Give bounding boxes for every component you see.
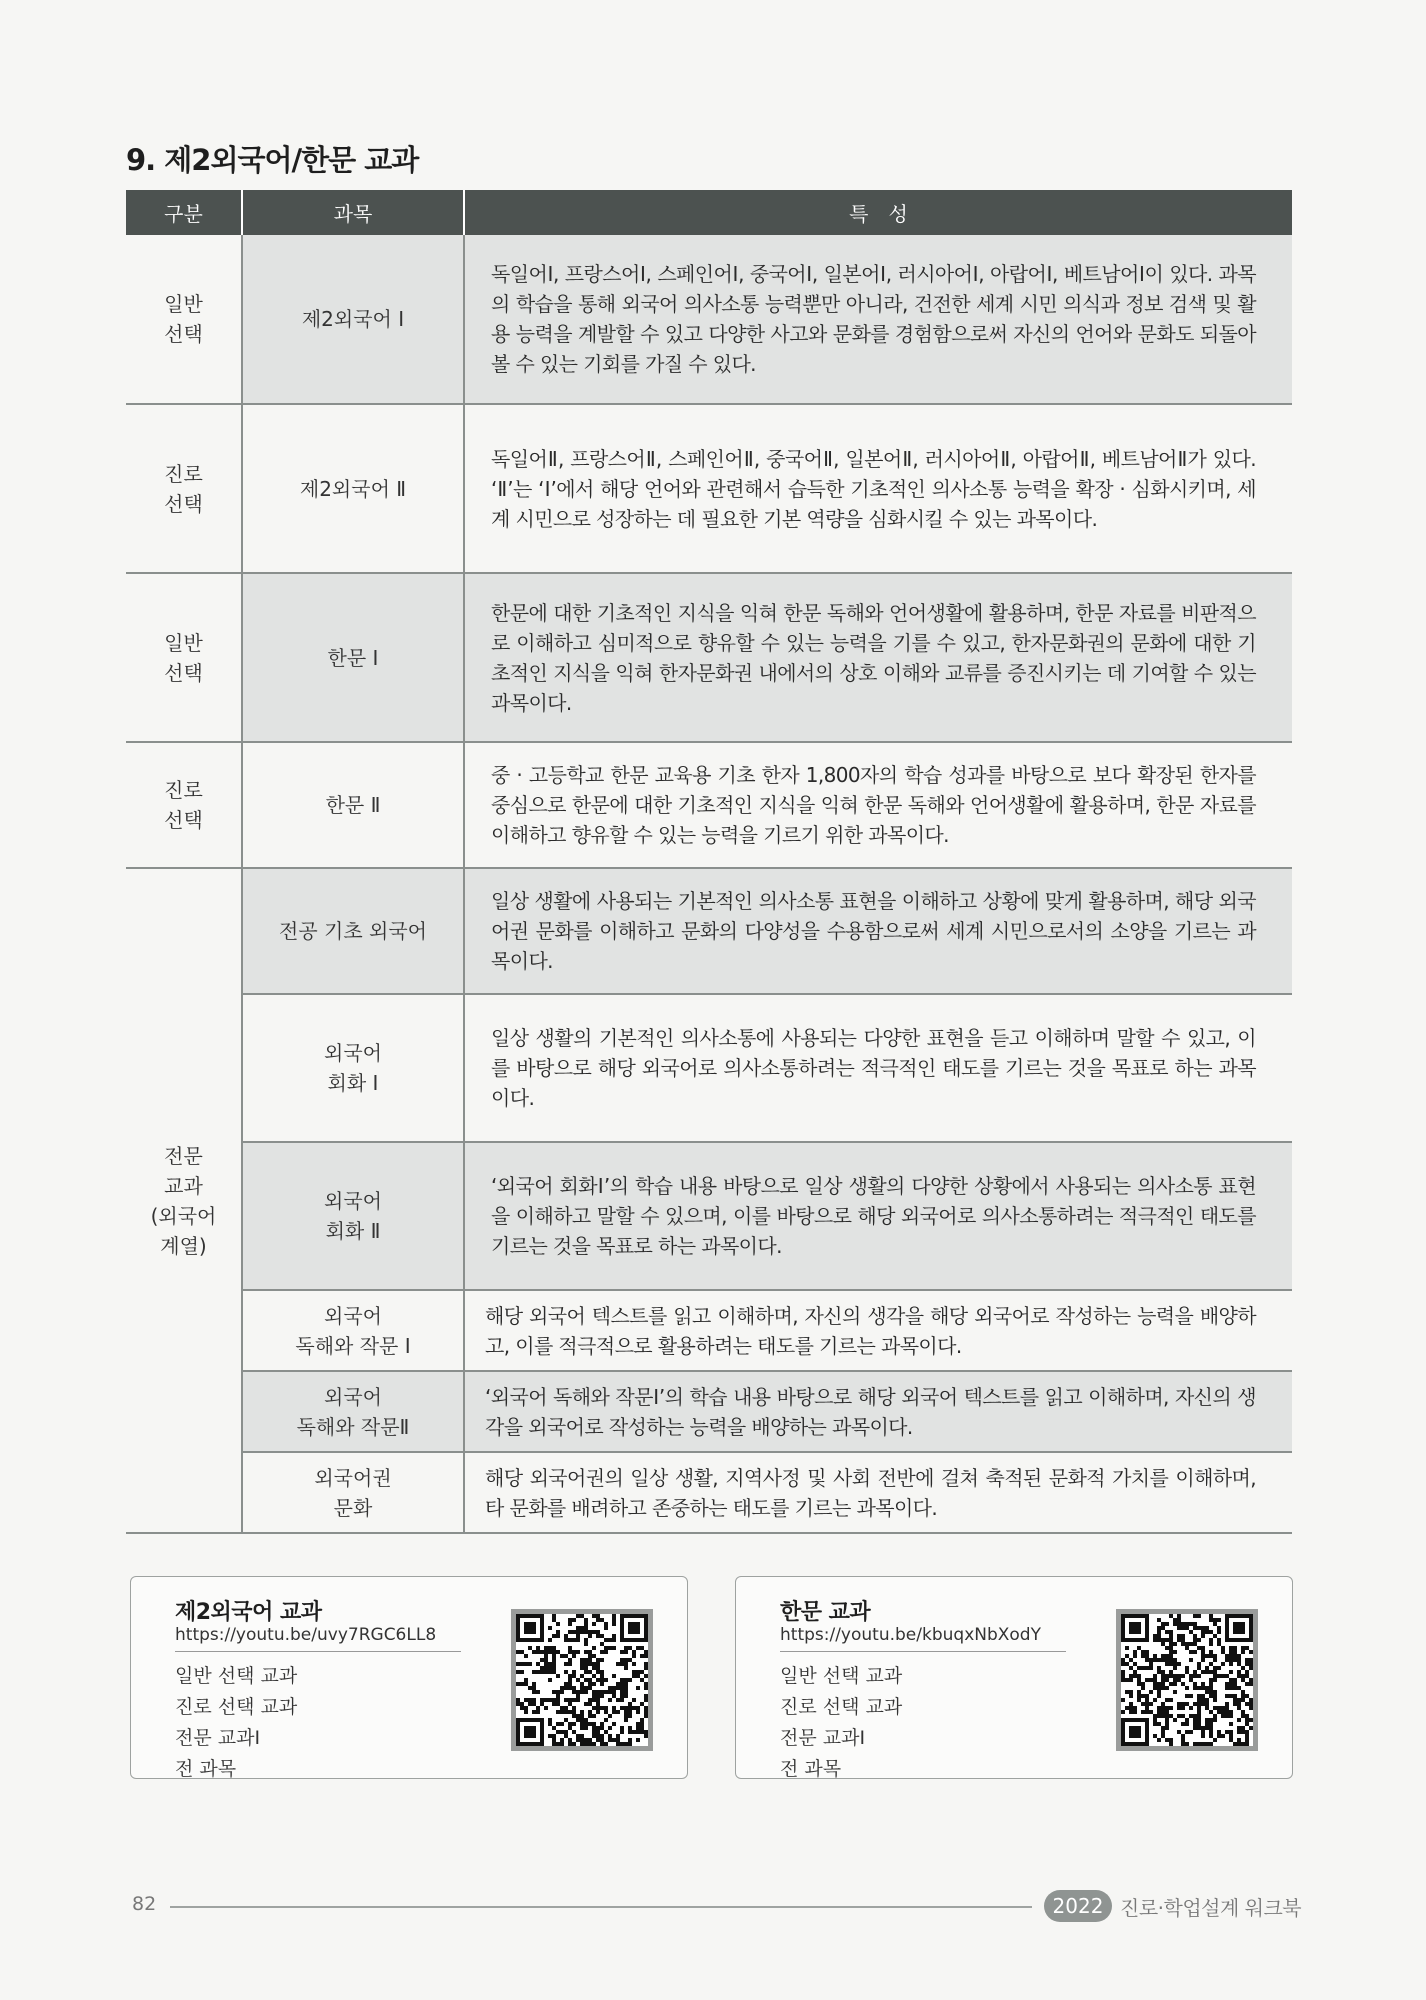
box-list <box>175 1661 297 1785</box>
table-row <box>126 1371 1292 1452</box>
table-row <box>126 235 1292 404</box>
header-category: 구분 <box>126 190 242 235</box>
divider <box>780 1651 1066 1652</box>
row-description: ‘외국어 회화Ⅰ’의 학습 내용 바탕으로 일상 생활의 다양한 상황에서 사용되는 의사소통 표현을 이해하고 말할 수 있으며, 이를 바탕으로 해당 외국어로 의사소통하려는 적극적인 태도를 기르는 것을 목표로 하는 과목이다. <box>464 1142 1292 1290</box>
row-description: 일상 생활의 기본적인 의사소통에 사용되는 다양한 표현을 듣고 이해하며 말할 수 있고, 이를 바탕으로 해당 외국어로 의사소통하려는 적극적인 태도를 기르는 것을 목표로 하는 과목이다. <box>464 994 1292 1142</box>
list-item: 전문 교과Ⅰ <box>780 1727 866 1749</box>
footer-year-badge: 2022 <box>1044 1890 1112 1922</box>
row-subject: 외국어 회화 Ⅱ <box>242 1142 464 1290</box>
footer-title: 진로·학업설계 워크북 <box>1120 1896 1302 1920</box>
course-table <box>126 190 1292 1534</box>
list-item: 전 과목 <box>175 1758 237 1780</box>
row-category: 진로 선택 <box>126 404 242 573</box>
table-row <box>126 1452 1292 1533</box>
row-description: 독일어Ⅰ, 프랑스어Ⅰ, 스페인어Ⅰ, 중국어Ⅰ, 일본어Ⅰ, 러시아어Ⅰ, 아랍어Ⅰ, 베트남어Ⅰ이 있다. 과목의 학습을 통해 외국어 의사소통 능력뿐만 아니라, 건전한 세계 시민 의식과 정보 검색 및 활용 능력을 계발할 수 있고 다양한 사고와 문화를 경험함으로써 자신의 언어와 문화도 되돌아볼 수 있는 기회를 가질 수 있다. <box>464 235 1292 404</box>
row-description: 해당 외국어권의 일상 생활, 지역사정 및 사회 전반에 걸쳐 축적된 문화적 가치를 이해하며, 타 문화를 배려하고 존중하는 태도를 기르는 과목이다. <box>464 1452 1292 1533</box>
row-subject: 외국어 회화 Ⅰ <box>242 994 464 1142</box>
row-subject: 외국어 독해와 작문 Ⅰ <box>242 1290 464 1371</box>
row-category: 진로 선택 <box>126 742 242 868</box>
row-category: 전문 교과 (외국어 계열) <box>126 868 242 1533</box>
list-item: 진로 선택 교과 <box>780 1696 903 1718</box>
footer-divider <box>170 1906 1032 1908</box>
row-description: 한문에 대한 기초적인 지식을 익혀 한문 독해와 언어생활에 활용하며, 한문 자료를 비판적으로 이해하고 심미적으로 향유할 수 있는 능력을 기를 수 있고, 한자문화권의 문화에 대한 기초적인 지식을 익혀 한자문화권 내에서의 상호 이해와 교류를 증진시키는 데 기여할 수 있는 과목이다. <box>464 573 1292 742</box>
box-title: 한문 교과 <box>780 1600 871 1625</box>
list-item: 일반 선택 교과 <box>780 1665 903 1687</box>
link-box-second-language <box>130 1576 688 1779</box>
row-subject: 외국어 독해와 작문Ⅱ <box>242 1371 464 1452</box>
list-item: 일반 선택 교과 <box>175 1665 298 1687</box>
table-row <box>126 994 1292 1142</box>
row-description: 독일어Ⅱ, 프랑스어Ⅱ, 스페인어Ⅱ, 중국어Ⅱ, 일본어Ⅱ, 러시아어Ⅱ, 아랍어Ⅱ, 베트남어Ⅱ가 있다. ‘Ⅱ’는 ‘Ⅰ’에서 해당 언어와 관련해서 습득한 기초적인 의사소통 능력을 확장 · 심화시키며, 세계 시민으로 성장하는 데 필요한 기본 역량을 심화시킬 수 있는 과목이다. <box>464 404 1292 573</box>
row-subject: 외국어권 문화 <box>242 1452 464 1533</box>
qr-code-icon[interactable] <box>511 1609 653 1751</box>
row-subject: 제2외국어 Ⅰ <box>242 235 464 404</box>
divider <box>175 1651 461 1652</box>
qr-code-graphic <box>516 1614 648 1746</box>
row-category: 일반 선택 <box>126 573 242 742</box>
box-title: 제2외국어 교과 <box>175 1600 322 1625</box>
video-link[interactable]: https://youtu.be/uvy7RGC6LL8 <box>175 1625 437 1645</box>
row-description: 해당 외국어 텍스트를 읽고 이해하며, 자신의 생각을 해당 외국어로 작성하는 능력을 배양하고, 이를 적극적으로 활용하려는 태도를 기르는 과목이다. <box>464 1290 1292 1371</box>
list-item: 전 과목 <box>780 1758 842 1780</box>
qr-code-icon[interactable] <box>1116 1609 1258 1751</box>
row-description: 일상 생활에 사용되는 기본적인 의사소통 표현을 이해하고 상황에 맞게 활용하며, 해당 외국어권 문화를 이해하고 문화의 다양성을 수용함으로써 세계 시민으로서의 소양을 기르는 과목이다. <box>464 868 1292 994</box>
table-row <box>126 573 1292 742</box>
link-box-hanmun <box>735 1576 1293 1779</box>
header-description: 특 성 <box>464 190 1292 235</box>
row-category: 일반 선택 <box>126 235 242 404</box>
list-item: 전문 교과Ⅰ <box>175 1727 261 1749</box>
header-subject: 과목 <box>242 190 464 235</box>
video-link[interactable]: https://youtu.be/kbuqxNbXodY <box>780 1625 1041 1645</box>
table-row <box>126 742 1292 868</box>
page-title: 9. 제2외국어/한문 교과 <box>126 143 419 177</box>
row-subject: 전공 기초 외국어 <box>242 868 464 994</box>
row-subject: 제2외국어 Ⅱ <box>242 404 464 573</box>
row-subject: 한문 Ⅱ <box>242 742 464 868</box>
list-item: 진로 선택 교과 <box>175 1696 298 1718</box>
table-row <box>126 404 1292 573</box>
row-description: ‘외국어 독해와 작문Ⅰ’의 학습 내용 바탕으로 해당 외국어 텍스트를 읽고 이해하며, 자신의 생각을 외국어로 작성하는 능력을 배양하는 과목이다. <box>464 1371 1292 1452</box>
qr-code-graphic <box>1121 1614 1253 1746</box>
table-header-row <box>126 190 1292 235</box>
row-subject: 한문 Ⅰ <box>242 573 464 742</box>
table-row <box>126 1142 1292 1290</box>
table-row <box>126 868 1292 994</box>
row-description: 중 · 고등학교 한문 교육용 기초 한자 1,800자의 학습 성과를 바탕으로 보다 확장된 한자를 중심으로 한문에 대한 기초적인 지식을 익혀 한문 독해와 언어생활에 활용하며, 한문 자료를 이해하고 향유할 수 있는 능력을 기르기 위한 과목이다. <box>464 742 1292 868</box>
table-row <box>126 1290 1292 1371</box>
page-number: 82 <box>132 1893 157 1915</box>
box-list <box>780 1661 902 1785</box>
